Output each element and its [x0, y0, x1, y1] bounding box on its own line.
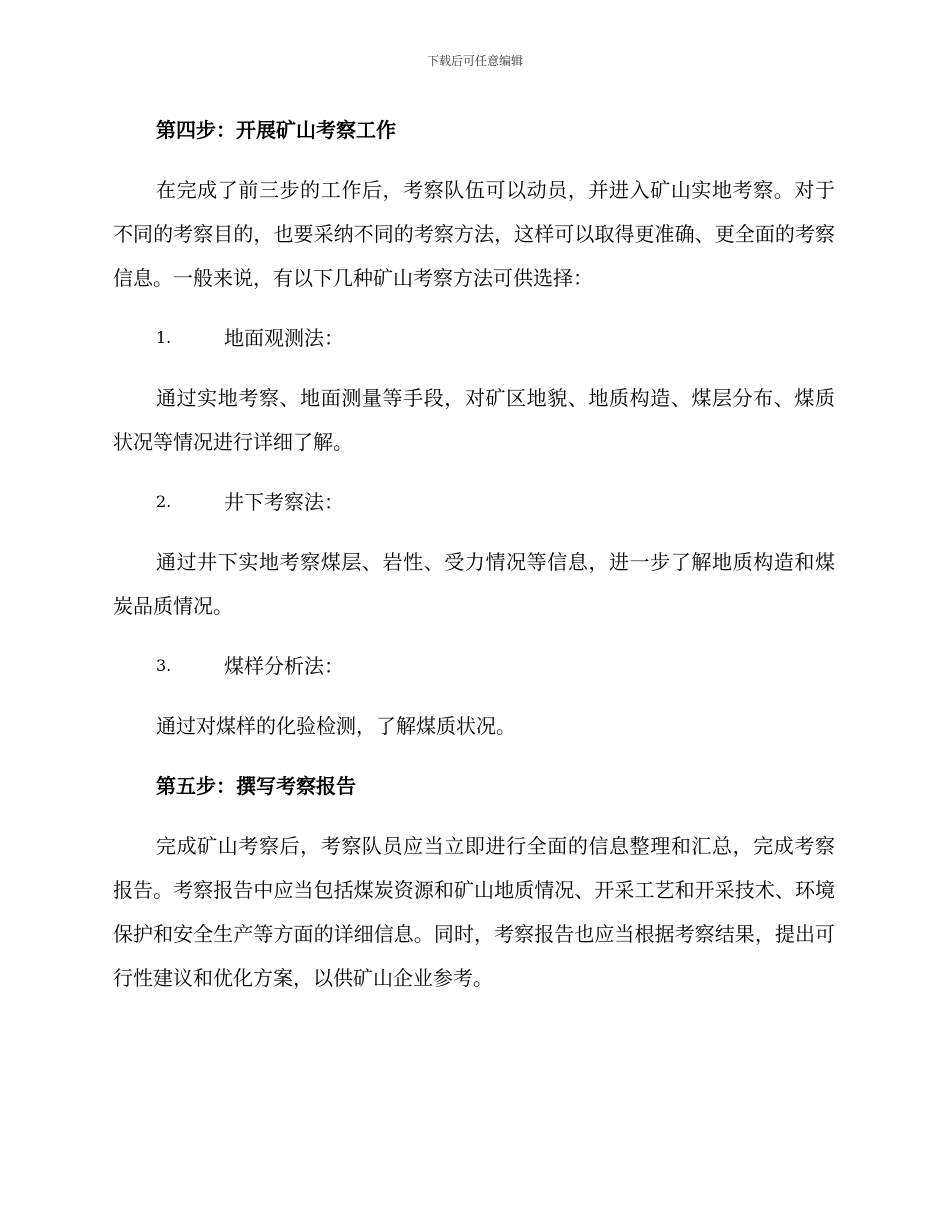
document-body [113, 108, 835, 1000]
method-1-item [113, 316, 835, 360]
method-2-label: 井下考察法： [224, 490, 344, 514]
method-3-number: 3. [156, 656, 172, 675]
method-3-item [113, 644, 835, 688]
page-header-note: 下载后可任意编辑 [426, 54, 523, 68]
spacer [113, 628, 835, 644]
spacer [113, 688, 835, 704]
spacer [113, 808, 835, 824]
method-2-description: 通过井下实地考察煤层、岩性、受力情况等信息，进一步了解地质构造和煤炭品质情况。 [113, 550, 835, 618]
spacer [113, 524, 835, 540]
spacer [113, 300, 835, 316]
section-5-body: 完成矿山考察后，考察队员应当立即进行全面的信息整理和汇总，完成考察报告。考察报告中应当包括煤炭资源和矿山地质情况、开采工艺和开采技术、环境保护和安全生产等方面的详细信息。同时，考察报告也应当根据考察结果，提出可行性建议和优化方案，以供矿山企业参考。 [113, 834, 835, 990]
method-1-number: 1. [156, 328, 172, 347]
method-1-description: 通过实地考察、地面测量等手段，对矿区地貌、地质构造、煤层分布、煤质状况等情况进行详细了解。 [113, 386, 835, 454]
method-1-label: 地面观测法： [224, 326, 344, 350]
spacer [113, 464, 835, 480]
section-4-heading: 第四步：开展矿山考察工作 [156, 118, 396, 142]
method-3-description: 通过对煤样的化验检测，了解煤质状况。 [156, 714, 516, 738]
spacer [113, 152, 835, 168]
spacer [113, 360, 835, 376]
section-4-intro: 在完成了前三步的工作后，考察队伍可以动员，并进入矿山实地考察。对于不同的考察目的，也要采纳不同的考察方法，这样可以取得更准确、更全面的考察信息。一般来说，有以下几种矿山考察方法可供选择： [113, 178, 835, 290]
method-3-label: 煤样分析法： [224, 654, 344, 678]
method-2-item [113, 480, 835, 524]
method-2-number: 2. [156, 492, 172, 511]
spacer [113, 748, 835, 764]
section-5-heading: 第五步：撰写考察报告 [156, 774, 356, 798]
